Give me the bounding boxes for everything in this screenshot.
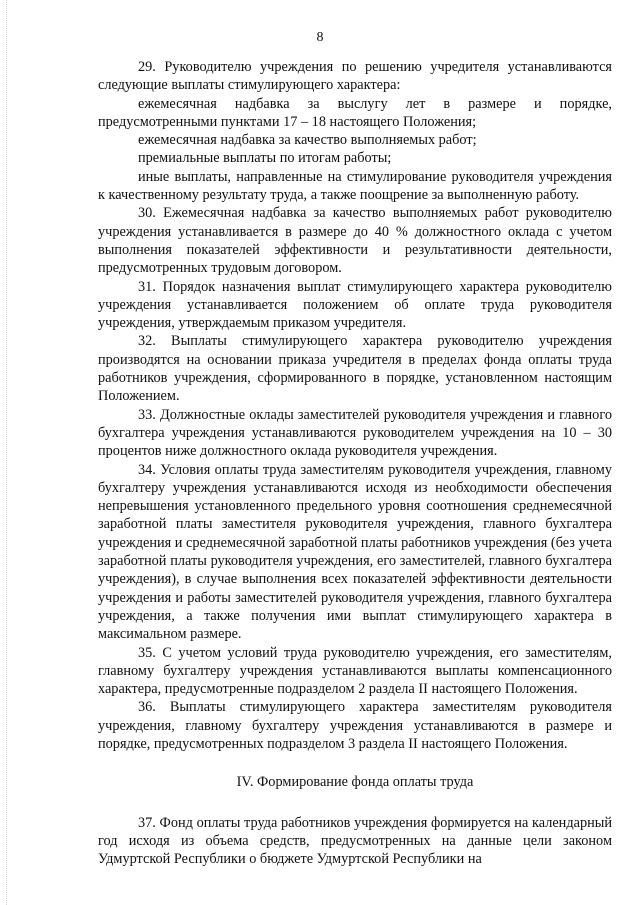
paragraph-34: 34. Условия оплаты труда заместителям руководителя учреждения, главному бухгалтеру учреждения устанавливаются исходя из необходимости обеспечения непревышения установленного предельного уровня соотношения среднемесячной заработной платы заместителя руководителя учреждения, главного бухгалтера учреждения и среднемесячной заработной платы работников учреждения (без учета заработной платы руководителя учреждения, его заместителей, главного бухгалтера учреждения), в случае выполнения всех показателей эффективности деятельности учреждения и работы заместителей руководителя учреждения, главного бухгалтера учреждения, а также получения ими выплат стимулирующего характера в максимальном размере.	[98, 461, 612, 643]
paragraph-37: 37. Фонд оплаты труда работников учреждения формируется на календарный год исходя из объема средств, предусмотренных на данные цели законом Удмуртской Республики о бюджете Удмуртской Республики на	[98, 814, 612, 868]
paragraph-32: 32. Выплаты стимулирующего характера руководителю учреждения производятся на основании приказа учредителя в пределах фонда оплаты труда работников учреждения, сформированного в порядке, установленном настоящим Положением.	[98, 333, 612, 405]
paragraph-29-item-3: премиальные выплаты по итогам работы;	[138, 150, 392, 167]
paragraph-36: 36. Выплаты стимулирующего характера заместителям руководителя учреждения, главному бухгалтеру учреждения устанавливаются в размере и порядке, предусмотренных подразделом 3 раздела II настоящего Положения.	[98, 699, 612, 752]
paragraph-29-item-4: иные выплаты, направленные на стимулирование руководителя учреждения к качественному результату труда, а также поощрение за выполненную работу.	[98, 168, 612, 204]
paragraph-29-item-1: ежемесячная надбавка за выслугу лет в размере и порядке, предусмотренными пунктами 17 – 18 настоящего Положения;	[98, 95, 612, 130]
paragraph-35: 35. С учетом условий труда руководителю учреждения, его заместителям, главному бухгалтеру учреждения устанавливаются выплаты компенсационного характера, предусмотренные подразделом 2 раздела II настоящего Положения.	[98, 644, 612, 698]
paragraph-29-item-2: ежемесячная надбавка за качество выполняемых работ;	[138, 132, 477, 149]
paragraph-30: 30. Ежемесячная надбавка за качество выполняемых работ руководителю учреждения устанавливается в размере до 40 % должностного оклада с учетом выполнения показателей эффективности и результативности деятельности, предусмотренных трудовым договором.	[98, 205, 612, 277]
page-number: 8	[316, 30, 324, 45]
document-body	[98, 58, 612, 868]
page-edge-divider	[6, 0, 8, 905]
paragraph-31: 31. Порядок назначения выплат стимулирующего характера руководителю учреждения устанавливается положением об оплате труда руководителя учреждения, утверждаемым приказом учредителя.	[98, 278, 612, 332]
paragraph-33: 33. Должностные оклады заместителей руководителя учреждения и главного бухгалтера учреждения устанавливаются руководителем учреждения на 10 – 30 процентов ниже должностного оклада руководителя учреждения.	[98, 406, 612, 460]
paragraph-29-intro: 29. Руководителю учреждения по решению учредителя устанавливаются следующие выплаты стимулирующего характера:	[98, 59, 612, 94]
section-heading: IV. Формирование фонда оплаты труда	[236, 774, 474, 791]
